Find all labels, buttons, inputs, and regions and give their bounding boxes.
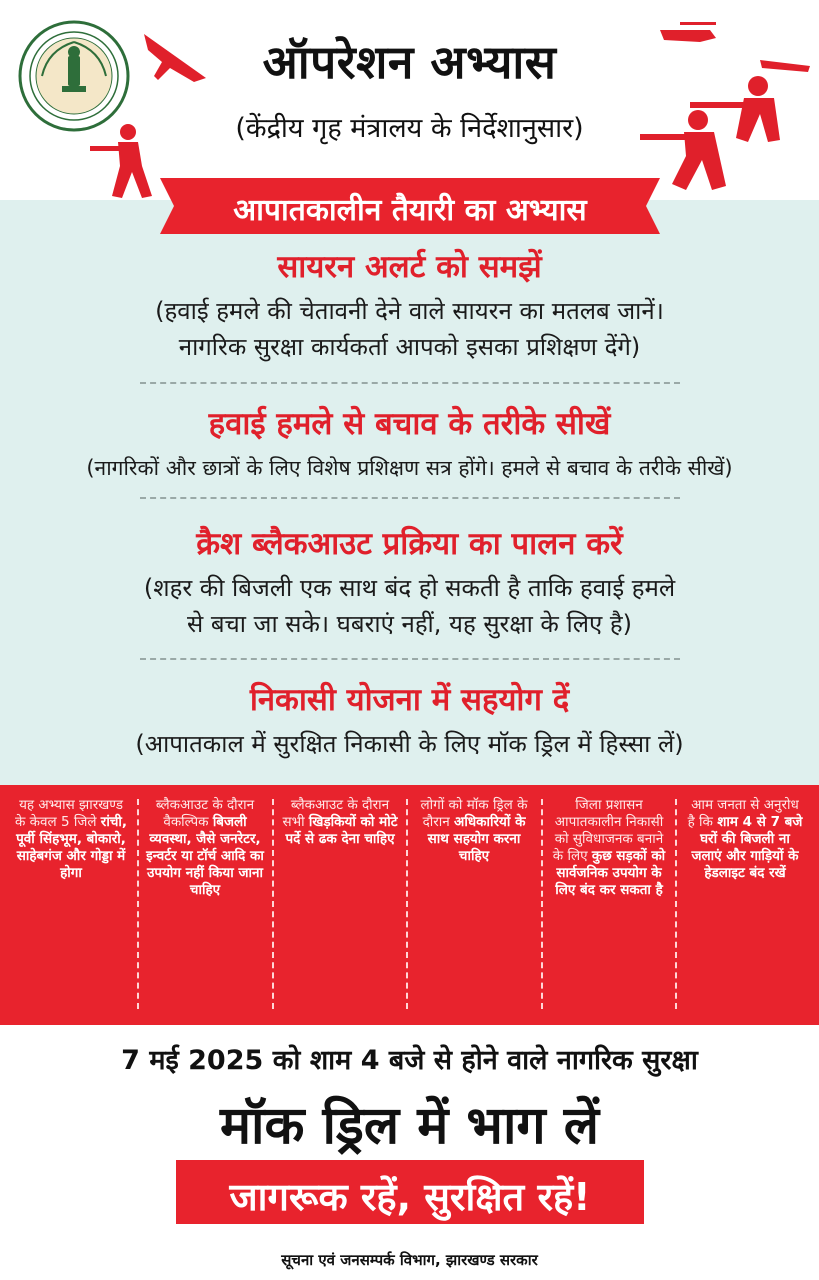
- section-line: नागरिक सुरक्षा कार्यकर्ता आपको इसका प्रशिक्षण देंगे): [178, 333, 641, 361]
- section-heading: निकासी योजना में सहयोग दें: [249, 682, 570, 718]
- info-text: ब्लैकआउट के दौरान सभी: [282, 797, 390, 830]
- divider: [140, 658, 680, 660]
- call-to-action: मॉक ड्रिल में भाग लें: [219, 1096, 600, 1156]
- info-column: [415, 797, 533, 1013]
- soldiers-and-helicopter-icon: [640, 10, 819, 200]
- column-divider: [541, 799, 543, 1009]
- column-divider: [675, 799, 677, 1009]
- section-line: (आपातकाल में सुरक्षित निकासी के लिए मॉक ड्रिल में हिस्सा लें): [135, 730, 684, 758]
- column-divider: [137, 799, 139, 1009]
- info-column: [12, 797, 130, 1013]
- ribbon-label: आपातकालीन तैयारी का अभ्यास: [233, 193, 587, 228]
- page-subtitle: (केंद्रीय गृह मंत्रालय के निर्देशानुसार): [235, 113, 584, 144]
- section-heading: सायरन अलर्ट को समझें: [277, 249, 542, 285]
- section-line: (हवाई हमले की चेतावनी देने वाले सायरन का मतलब जानें।: [155, 297, 664, 325]
- section-line: (नागरिकों और छात्रों के लिए विशेष प्रशिक्षण सत्र होंगे। हमले से बचाव के तरीके सीखें): [86, 456, 733, 480]
- section-heading: क्रैश ब्लैकआउट प्रक्रिया का पालन करें: [196, 526, 623, 562]
- slogan-text: जागरूक रहें, सुरक्षित रहें!: [229, 1175, 591, 1219]
- section-evacuation: [0, 678, 819, 762]
- slogan-banner: [176, 1160, 644, 1224]
- info-column: [686, 797, 804, 1013]
- info-band: [0, 785, 819, 1025]
- divider: [140, 382, 680, 384]
- info-column: [281, 797, 399, 1013]
- soldier-silhouette-icon: [90, 120, 170, 200]
- section-air-raid: [0, 402, 819, 486]
- info-text-bold: अधिकारियों के साथ सहयोग करना चाहिए: [427, 814, 526, 864]
- info-text: लोगों को मॉक ड्रिल के दौरान: [420, 797, 528, 830]
- info-text-bold: खिड़कियों को मोटे पर्दे से ढक देना चाहिए: [285, 814, 398, 847]
- info-text: यह अभ्यास झारखण्ड के केवल 5 जिले: [14, 797, 123, 830]
- section-blackout: [0, 522, 819, 642]
- info-text: ब्लैकआउट के दौरान वैकल्पिक: [155, 797, 255, 830]
- event-announcement: 7 मई 2025 को शाम 4 बजे से होने वाले नागरिक सुरक्षा: [121, 1045, 698, 1076]
- section-heading: हवाई हमले से बचाव के तरीके सीखें: [208, 406, 611, 442]
- info-text-bold: बिजली व्यवस्था, जैसे जनरेटर, इन्वर्टर या टॉर्च आदि का उपयोग नहीं किया जाना चाहिए: [146, 814, 264, 898]
- section-siren: [0, 245, 819, 365]
- page-title: ऑपरेशन अभ्यास: [262, 35, 557, 89]
- info-text: आम जनता से अनुरोध है कि: [687, 797, 799, 830]
- section-line: से बचा जा सके। घबराएं नहीं, यह सुरक्षा के लिए है): [187, 610, 632, 638]
- ribbon: [160, 178, 660, 234]
- info-column: [146, 797, 264, 1013]
- department-credit: सूचना एवं जनसम्पर्क विभाग, झारखण्ड सरकार: [281, 1251, 538, 1269]
- section-line: (शहर की बिजली एक साथ बंद हो सकती है ताकि हवाई हमले: [143, 574, 676, 602]
- column-divider: [272, 799, 274, 1009]
- info-text: जिला प्रशासन आपातकालीन निकासी को सुविधाजनक बनाने के लिए: [552, 797, 664, 864]
- info-column: [550, 797, 668, 1013]
- divider: [140, 497, 680, 499]
- header: [0, 0, 819, 200]
- info-text-bold: कुछ सड़कों को सार्वजनिक उपयोग के लिए बंद कर सकता है: [555, 848, 666, 898]
- info-text-bold: शाम 4 से 7 बजे घरों की बिजली ना जलाएं और गाड़ियों के हेडलाइट बंद रखें: [691, 814, 803, 881]
- info-text-bold: रांची, पूर्वी सिंहभूम, बोकारो, साहेबगंज और गोड्डा में होगा: [16, 814, 128, 881]
- column-divider: [406, 799, 408, 1009]
